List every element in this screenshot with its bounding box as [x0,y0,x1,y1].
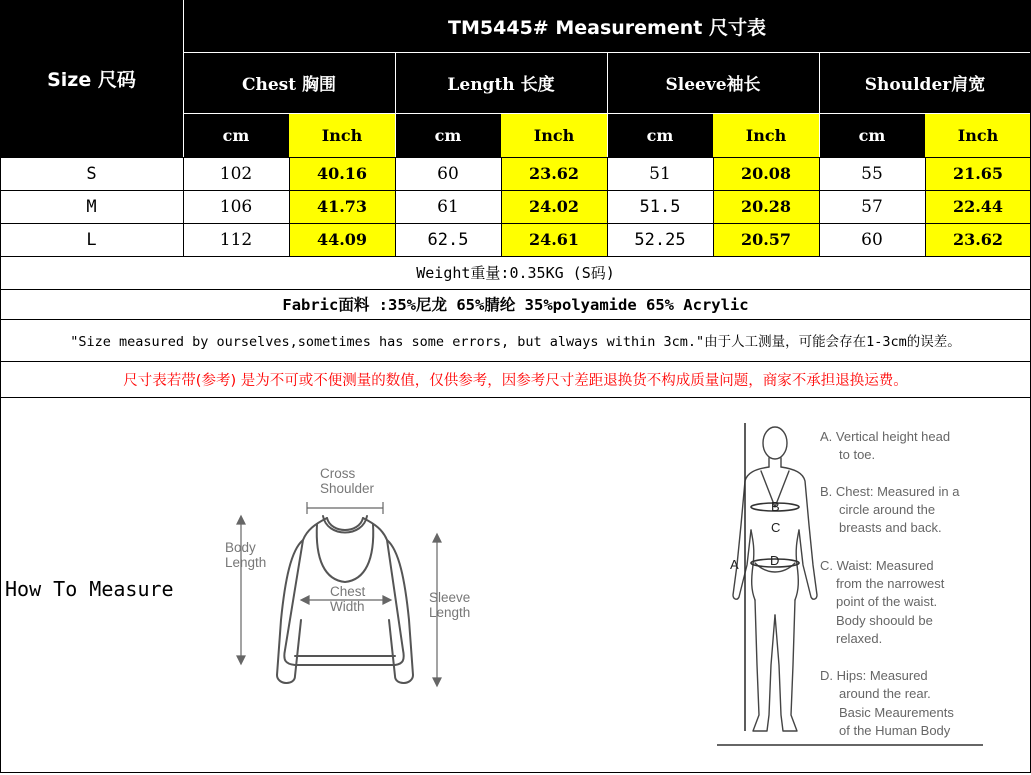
table-cell: 62.5 [427,229,469,250]
unit-cm: cm [222,125,250,145]
size-label: M [86,196,97,217]
table-cell: 24.61 [528,230,580,249]
table-cell: 20.57 [740,230,792,249]
table-cell: 23.62 [952,230,1004,249]
table-cell: 60 [437,163,459,184]
disclaimer-note: "Size measured by ourselves,sometimes has some errors, but always within 3cm."由于人工测量，可能会存在1-3cm的误差。 [70,334,961,350]
unit-cm: cm [646,125,674,145]
note-d: D. Hips: Measured around the rear. Basic Meaurements of the Human Body [820,668,954,738]
table-cell: 102 [219,163,253,184]
sleeve-length-label: Sleeve Length [429,590,471,620]
table-title: TM5445# Measurement 尺寸表 [448,16,766,39]
chest-width-label: Chest Width [330,584,366,614]
table-cell: 106 [219,196,253,217]
weight-note: Weight重量:0.35KG (S码) [416,264,615,282]
note-b: B. Chest: Measured in a circle around the breasts and back. [820,484,960,535]
unit-inch: Inch [533,125,575,145]
table-cell: 51 [649,163,671,184]
column-header-sleeve: Sleeve袖长 [665,75,761,95]
column-header-chest: Chest 胸围 [241,75,337,95]
marker-c: C [771,520,781,535]
sweater-diagram [215,460,495,700]
unit-inch: Inch [321,125,363,145]
table-cell: 20.08 [740,164,792,183]
size-header: Size 尺码 [47,69,136,91]
table-cell: 21.65 [952,164,1004,183]
note-a: A. Vertical height head to toe. [820,429,951,462]
table-cell: 44.09 [316,230,368,249]
table-cell: 24.02 [528,197,580,216]
table-cell: 57 [861,196,883,217]
unit-cm: cm [434,125,462,145]
how-to-measure-label: How To Measure [5,577,174,601]
size-label: L [86,229,97,250]
table-cell: 112 [219,229,253,250]
table-cell: 55 [861,163,883,184]
table-cell: 40.16 [316,164,368,183]
unit-cm: cm [858,125,886,145]
unit-inch: Inch [745,125,787,145]
warning-note: 尺寸表若带(参考) 是为不可或不便测量的数值，仅供参考，因参考尺寸差距退换货不构成质量问题，商家不承担退换运费。 [123,372,908,389]
body-diagram [715,415,985,750]
column-header-length: Length 长度 [447,75,555,95]
column-header-shoulder: Shoulder肩宽 [864,75,986,95]
table-cell: 22.44 [952,197,1004,216]
table-cell: 41.73 [316,197,368,216]
marker-b: B [771,499,780,514]
table-cell: 51.5 [639,196,681,217]
table-cell: 20.28 [740,197,792,216]
marker-d: D [770,553,780,568]
body-length-label: Body Length [225,540,267,570]
cross-shoulder-label: Cross Shoulder [320,466,375,496]
marker-a: A [730,557,739,572]
table-cell: 52.25 [634,229,686,250]
fabric-note: Fabric面料 :35%尼龙 65%腈纶 35%polyamide 65% Acrylic [282,296,749,314]
table-cell: 60 [861,229,883,250]
table-cell: 23.62 [528,164,580,183]
note-c: C. Waist: Measured from the narrowest point of the waist. Body shoould be relaxed. [820,558,945,646]
table-cell: 61 [437,196,459,217]
size-label: S [86,163,97,184]
unit-inch: Inch [957,125,999,145]
